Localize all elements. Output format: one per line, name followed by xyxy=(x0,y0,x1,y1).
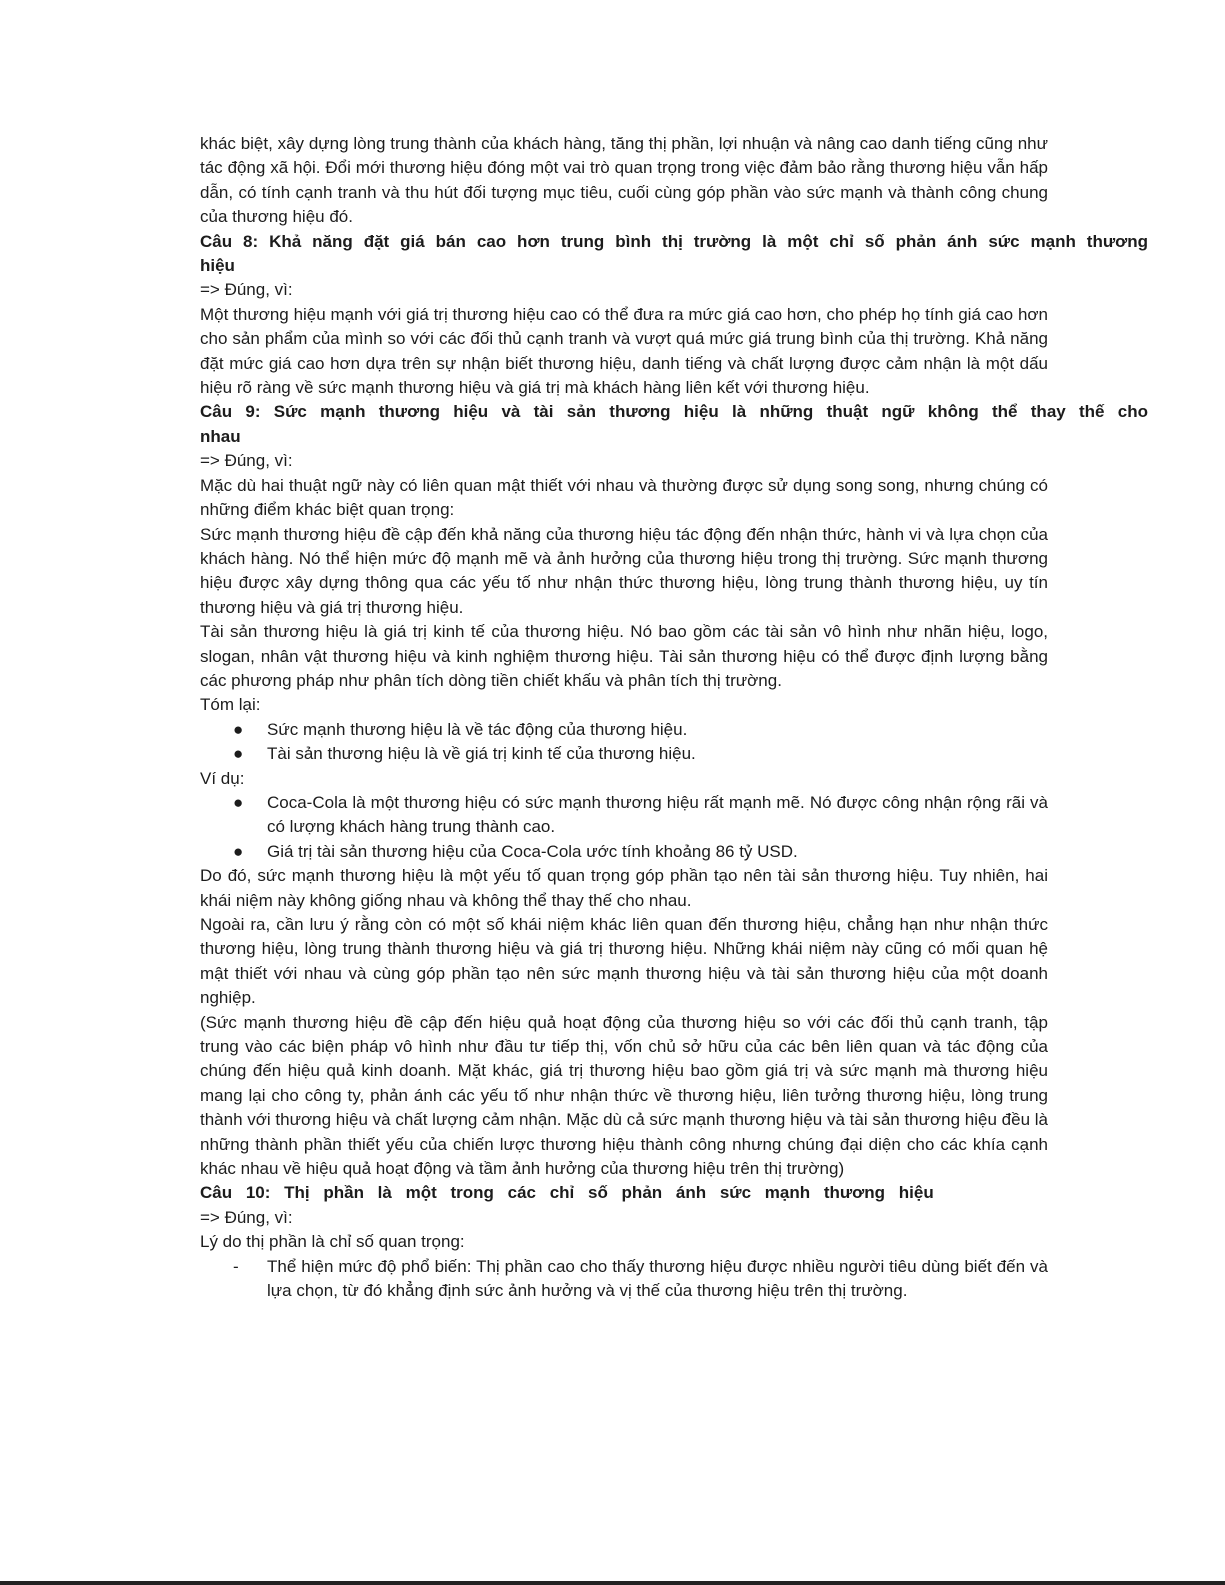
question-8-title: Câu 8: Khả năng đặt giá bán cao hơn trung bình thị trường là một chỉ số phản ánh sức mạnh thương hiệu xyxy=(200,231,1148,276)
summary-list xyxy=(200,718,1048,767)
question-10-verdict: => Đúng, vì: xyxy=(200,1207,293,1227)
list-item: ● Tài sản thương hiệu là về giá trị kinh tế của thương hiệu. xyxy=(200,742,1048,766)
list-item: ● Giá trị tài sản thương hiệu của Coca-Cola ước tính khoảng 86 tỷ USD. xyxy=(200,840,1048,864)
question-9-paragraph-4: Do đó, sức mạnh thương hiệu là một yếu tố quan trọng góp phần tạo nên tài sản thương hiệu. Tuy nhiên, hai khái niệm này không giống nhau và không thể thay thế cho nhau. xyxy=(200,866,1048,910)
list-item: - Thể hiện mức độ phổ biến: Thị phần cao cho thấy thương hiệu được nhiều người tiêu dùng biết đến và lựa chọn, từ đó khẳng định sức ảnh hưởng và vị thế của thương hiệu trên thị trường. xyxy=(233,1256,1048,1301)
bullet-icon: ● xyxy=(233,792,244,812)
question-9-paragraph-1: Mặc dù hai thuật ngữ này có liên quan mật thiết với nhau và thường được sử dụng song song, nhưng chúng có những điểm khác biệt quan trọng: xyxy=(200,475,1048,520)
dash-icon: - xyxy=(233,1256,239,1276)
reason-label: Lý do thị phần là chỉ số quan trọng: xyxy=(200,1232,465,1252)
bullet-icon: ● xyxy=(233,719,244,739)
question-9-paragraph-3: Tài sản thương hiệu là giá trị kinh tế của thương hiệu. Nó bao gồm các tài sản vô hình như nhãn hiệu, logo, slogan, nhân vật thương hiệu và kinh nghiệm thương hiệu. Tài sản thương hiệu có thể được định lượng bằng các phương pháp như phân tích dòng tiền chiết khấu và phân tích thị trường. xyxy=(200,622,1048,690)
question-9-paragraph-5: Ngoài ra, cần lưu ý rằng còn có một số khái niệm khác liên quan đến thương hiệu, chẳng hạn như nhận thức thương hiệu, lòng trung thành thương hiệu và giá trị thương hiệu. Những khái niệm này cũng có mối quan hệ mật thiết với nhau và cùng góp phần tạo nên sức mạnh thương hiệu và tài sản thương hiệu của một doanh nghiệp. xyxy=(200,915,1048,1008)
question-9-paragraph-6: (Sức mạnh thương hiệu đề cập đến hiệu quả hoạt động của thương hiệu so với các đối thủ cạnh tranh, tập trung vào các biện pháp vô hình như đầu tư tiếp thị, vốn chủ sở hữu của các bên liên quan và tác động của chúng đến hiệu quả kinh doanh. Mặt khác, giá trị thương hiệu bao gồm giá trị và sức mạnh mà thương hiệu mang lại cho công ty, phản ánh các yếu tố như nhận thức về thương hiệu, liên tưởng thương hiệu, lòng trung thành với thương hiệu và chất lượng cảm nhận. Mặc dù cả sức mạnh thương hiệu và tài sản thương hiệu đều là những thành phần thiết yếu của chiến lược thương hiệu thành công nhưng chúng đại diện cho các khía cạnh khác nhau về hiệu quả hoạt động và tầm ảnh hưởng của thương hiệu trên thị trường) xyxy=(200,1012,1048,1179)
bullet-icon: ● xyxy=(233,744,244,764)
question-10-title: Câu 10: Thị phần là một trong các chỉ số phản ánh sức mạnh thương hiệu xyxy=(200,1183,934,1203)
reason-list xyxy=(200,1255,1048,1304)
question-9-verdict: => Đúng, vì: xyxy=(200,451,293,471)
list-item: ● Sức mạnh thương hiệu là về tác động của thương hiệu. xyxy=(200,718,1048,742)
example-label: Ví dụ: xyxy=(200,768,245,788)
page-bottom-border xyxy=(0,1581,1225,1585)
question-8-verdict: => Đúng, vì: xyxy=(200,280,293,300)
example-list xyxy=(200,791,1048,864)
document-page xyxy=(200,132,1148,1304)
question-8-body: Một thương hiệu mạnh với giá trị thương hiệu cao có thể đưa ra mức giá cao hơn, cho phép họ tính giá cao hơn cho sản phẩm của mình so với các đối thủ cạnh tranh và vượt quá mức giá trung bình của thị trường. Khả năng đặt mức giá cao hơn dựa trên sự nhận biết thương hiệu, danh tiếng và chất lượng được cảm nhận là một dấu hiệu rõ ràng về sức mạnh thương hiệu và giá trị mà khách hàng liên kết với thương hiệu. xyxy=(200,304,1048,398)
intro-paragraph: khác biệt, xây dựng lòng trung thành của khách hàng, tăng thị phần, lợi nhuận và nâng cao danh tiếng cũng như tác động xã hội. Đổi mới thương hiệu đóng một vai trò quan trọng trong việc đảm bảo rằng thương hiệu vẫn hấp dẫn, có tính cạnh tranh và thu hút đối tượng mục tiêu, cuối cùng góp phần vào sức mạnh và thành công chung của thương hiệu đó. xyxy=(200,134,1048,227)
question-9-paragraph-2: Sức mạnh thương hiệu đề cập đến khả năng của thương hiệu tác động đến nhận thức, hành vi và lựa chọn của khách hàng. Nó thể hiện mức độ mạnh mẽ và ảnh hưởng của thương hiệu trong thị trường. Sức mạnh thương hiệu được xây dựng thông qua các yếu tố như nhận thức thương hiệu, lòng trung thành thương hiệu, uy tín thương hiệu và giá trị thương hiệu. xyxy=(200,524,1048,617)
question-9-title: Câu 9: Sức mạnh thương hiệu và tài sản thương hiệu là những thuật ngữ không thể thay thế cho nhau xyxy=(200,402,1148,446)
bullet-icon: ● xyxy=(233,841,244,861)
list-item: ● Coca-Cola là một thương hiệu có sức mạnh thương hiệu rất mạnh mẽ. Nó được công nhận rộng rãi và có lượng khách hàng trung thành cao. xyxy=(233,792,1048,837)
summary-label: Tóm lại: xyxy=(200,695,261,715)
